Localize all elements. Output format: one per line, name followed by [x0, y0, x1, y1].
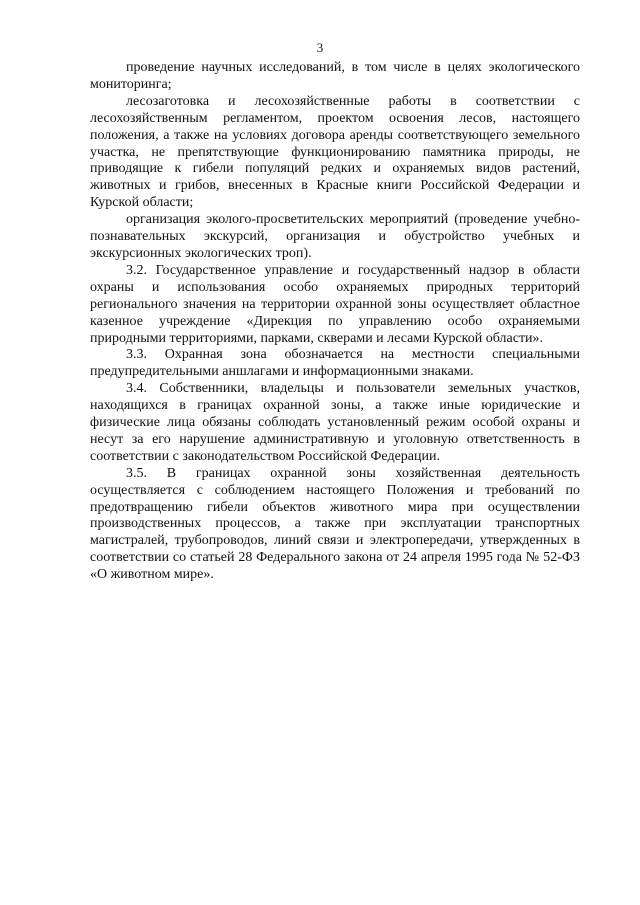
paragraph-logging: лесозаготовка и лесохозяйственные работы в соответствии с лесохозяйственным регламентом, проектом освоения лесов, настоящего положения, а также на условиях договора аренды соответствующего земельного участка, не препятствующие функционированию памятника природы, не приводящие к гибели популяций редких и охраняемых видов растений, животных и грибов, внесенных в Красные книги Российской Федерации и Курской области; [90, 93, 580, 211]
paragraph-3-2-management: 3.2. Государственное управление и государственный надзор в области охраны и использования особо охраняемых природных территорий регионального значения на территории охранной зоны осуществляет областное казенное учреждение «Дирекция по управлению особо охраняемыми природными территориями, парками, скверами и лесами Курской области». [90, 262, 580, 346]
paragraph-3-5-activity: 3.5. В границах охранной зоны хозяйственная деятельность осуществляется с соблюдением настоящего Положения и требований по предотвращению гибели объектов животного мира при осуществлении производственных процессов, а также при эксплуатации транспортных магистралей, трубопроводов, линий связи и электропередачи, утвержденных в соответствии со статьей 28 Федерального закона от 24 апреля 1995 года № 52-ФЗ «О животном мире». [90, 465, 580, 583]
paragraph-3-4-obligations: 3.4. Собственники, владельцы и пользователи земельных участков, находящихся в границах охранной зоны, а также иные юридические и физические лица обязаны соблюдать установленный режим особой охраны и несут за его нарушение административную и уголовную ответственность в соответствии с законодательством Российской Федерации. [90, 381, 580, 464]
paragraph-eco-education: организация эколого-просветительских мероприятий (проведение учебно-познавательных экскурсий, организация и обустройство учебных и экскурсионных экологических троп). [90, 212, 580, 261]
paragraph-3-3-signage: 3.3. Охранная зона обозначается на местности специальными предупредительными аншлагами и информационными знаками. [90, 347, 580, 380]
document-body [90, 60, 580, 584]
paragraph-research: проведение научных исследований, в том числе в целях экологического мониторинга; [90, 60, 580, 92]
page-number: 3 [316, 40, 324, 55]
